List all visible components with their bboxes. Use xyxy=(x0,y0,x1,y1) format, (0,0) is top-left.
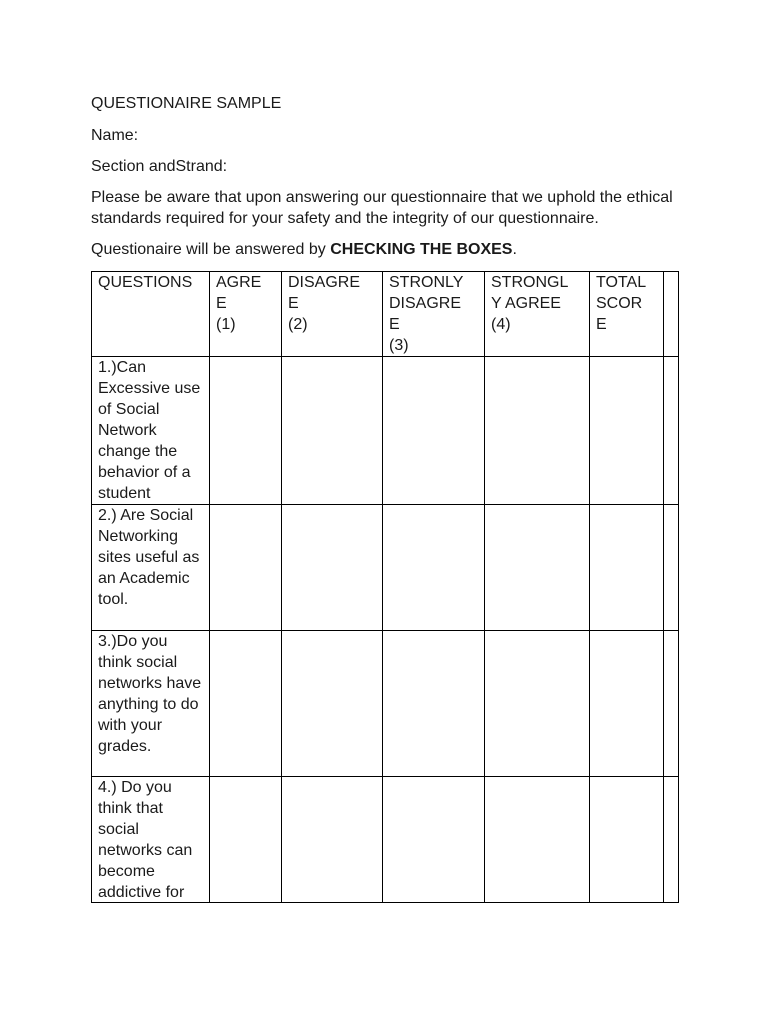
header-questions: QUESTIONS xyxy=(92,272,210,357)
table-row xyxy=(92,505,679,631)
total-score-cell[interactable] xyxy=(590,505,664,631)
strongly-disagree-checkbox-cell[interactable] xyxy=(383,505,485,631)
header-extra xyxy=(664,272,679,357)
question-cell: 2.) Are Social Networking sites useful as an Academic tool. xyxy=(92,505,210,631)
question-cell: 3.)Do you think social networks have anything to do with your grades. xyxy=(92,631,210,777)
extra-cell xyxy=(664,357,679,505)
table-row xyxy=(92,777,679,903)
extra-cell xyxy=(664,631,679,777)
header-total-score: TOTAL SCOR E xyxy=(590,272,664,357)
strongly-agree-checkbox-cell[interactable] xyxy=(485,357,590,505)
agree-checkbox-cell[interactable] xyxy=(210,505,282,631)
header-disagree: DISAGRE E (2) xyxy=(282,272,383,357)
question-cell: 1.)Can Excessive use of Social Network change the behavior of a student xyxy=(92,357,210,505)
header-agree: AGRE E (1) xyxy=(210,272,282,357)
agree-checkbox-cell[interactable] xyxy=(210,777,282,903)
instruction-bold: CHECKING THE BOXES xyxy=(330,241,513,258)
document-page xyxy=(91,93,681,903)
question-text: 4.) Do you think that social networks can become addictive for xyxy=(98,779,193,901)
header-strongly-disagree: STRONLY DISAGRE E (3) xyxy=(383,272,485,357)
header-strongly-agree: STRONGL Y AGREE (4) xyxy=(485,272,590,357)
extra-cell xyxy=(664,505,679,631)
strongly-agree-checkbox-cell[interactable] xyxy=(485,777,590,903)
table-row xyxy=(92,631,679,777)
extra-cell xyxy=(664,777,679,903)
disagree-checkbox-cell[interactable] xyxy=(282,505,383,631)
strongly-agree-checkbox-cell[interactable] xyxy=(485,505,590,631)
instruction-suffix: . xyxy=(512,241,517,258)
strongly-disagree-checkbox-cell[interactable] xyxy=(383,631,485,777)
disagree-checkbox-cell[interactable] xyxy=(282,357,383,505)
name-label: Name: xyxy=(91,127,139,144)
total-score-cell[interactable] xyxy=(590,777,664,903)
questionnaire-table xyxy=(91,271,679,903)
agree-checkbox-cell[interactable] xyxy=(210,631,282,777)
intro-paragraph: Please be aware that upon answering our questionnaire that we uphold the ethical standards required for your safety and the integrity of our questionnaire. xyxy=(91,189,673,227)
section-strand-label: Section andStrand: xyxy=(91,158,228,175)
document-title: QUESTIONAIRE SAMPLE xyxy=(91,95,282,112)
question-cell xyxy=(92,777,210,903)
table-header-row xyxy=(92,272,679,357)
disagree-checkbox-cell[interactable] xyxy=(282,631,383,777)
agree-checkbox-cell[interactable] xyxy=(210,357,282,505)
strongly-disagree-checkbox-cell[interactable] xyxy=(383,777,485,903)
instruction-line xyxy=(91,239,681,260)
strongly-agree-checkbox-cell[interactable] xyxy=(485,631,590,777)
strongly-disagree-checkbox-cell[interactable] xyxy=(383,357,485,505)
total-score-cell[interactable] xyxy=(590,631,664,777)
disagree-checkbox-cell[interactable] xyxy=(282,777,383,903)
total-score-cell[interactable] xyxy=(590,357,664,505)
table-row xyxy=(92,357,679,505)
instruction-prefix: Questionaire will be answered by xyxy=(91,241,331,258)
